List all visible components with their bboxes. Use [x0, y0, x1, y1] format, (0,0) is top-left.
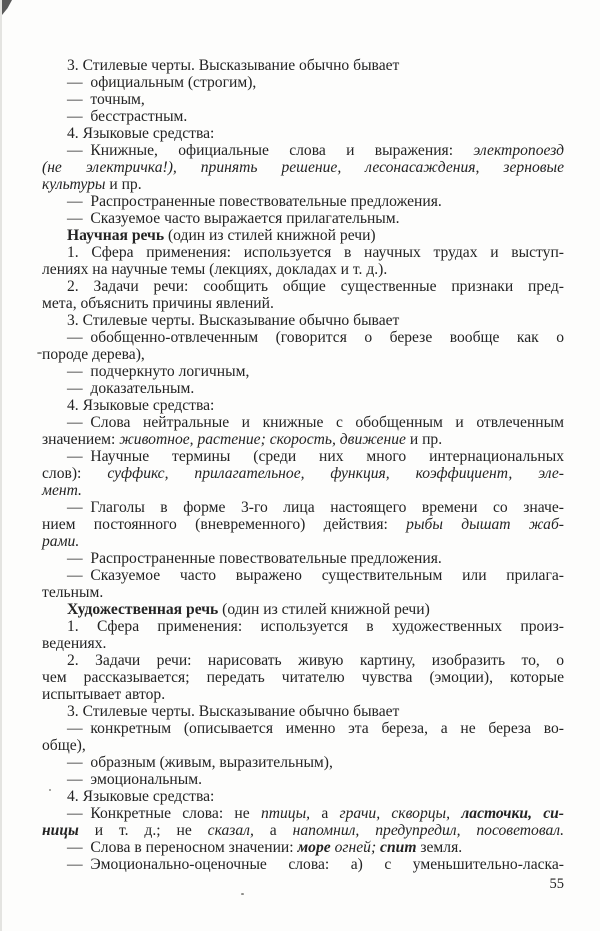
text-segment: напомнил, предупредил, посоветовал. [292, 822, 564, 839]
text-segment: — Распространенные повествовательные предложения. [67, 550, 442, 567]
text-line [42, 108, 564, 125]
text-line [42, 720, 564, 737]
text-segment: чем рассказывается; передать читателю чувства (эмоции), которые [42, 669, 564, 686]
text-line [42, 142, 564, 159]
text-line [42, 227, 564, 244]
text-segment: и т. д.; не [78, 822, 208, 839]
page-text [42, 57, 564, 873]
scan-smudge [2, 0, 12, 15]
text-line [42, 618, 564, 635]
text-segment: (один из стилей книжной речи) [218, 601, 430, 618]
text-line [42, 805, 564, 822]
text-line [42, 414, 564, 431]
page-number: 55 [549, 876, 564, 892]
text-segment: — Глаголы в форме 3-го лица настоящего времени со значе- [67, 499, 564, 516]
text-segment: нием постоянного (вневременного) действия: [42, 516, 407, 533]
text-line [42, 74, 564, 91]
text-line [42, 448, 564, 465]
text-line [42, 754, 564, 771]
text-line [42, 431, 564, 448]
text-segment: спит [380, 839, 417, 856]
text-segment: и пр. [105, 176, 142, 193]
text-segment: (не электричка!), принять решение, лесонасаждения, зерновые [42, 159, 564, 176]
text-segment: Научная речь [67, 227, 165, 244]
text-line [42, 533, 564, 550]
text-segment: тельным. [42, 584, 104, 601]
text-segment: 3. Стилевые черты. Высказывание обычно бывает [67, 312, 400, 329]
text-segment: (один из стилей книжной речи) [164, 227, 376, 244]
text-line [42, 686, 564, 703]
text-segment: 4. Языковые средства: [67, 397, 215, 414]
text-segment: испытывает автор. [42, 686, 166, 703]
text-line [42, 771, 564, 788]
text-segment: грачи, скворцы, [339, 805, 462, 822]
text-segment: а [253, 822, 293, 839]
text-segment: ведениях. [42, 635, 107, 652]
text-line [42, 176, 564, 193]
text-line [42, 363, 564, 380]
text-segment: культуры [42, 176, 106, 193]
text-segment: — Сказуемое часто выражается прилагательным. [67, 210, 400, 227]
text-line [42, 57, 564, 74]
text-segment: а [310, 805, 340, 822]
text-segment: — точным, [67, 91, 145, 108]
text-line [42, 125, 564, 142]
text-line [42, 499, 564, 516]
text-line [42, 278, 564, 295]
text-segment: ласточки, си- [461, 805, 565, 822]
text-segment: и пр. [405, 431, 443, 448]
text-segment: сказал, [207, 822, 254, 839]
text-line [42, 482, 564, 499]
text-segment: море [297, 839, 335, 856]
scan-speck [241, 893, 244, 895]
text-line [42, 210, 564, 227]
text-segment: — подчеркнуто логичным, [67, 363, 250, 380]
text-line [42, 91, 564, 108]
text-segment: — конкретным (описывается именно эта береза, а не береза во- [67, 720, 564, 737]
text-segment: 3. Стилевые черты. Высказывание обычно бывает [67, 57, 400, 74]
text-line [42, 601, 564, 618]
text-segment: — Эмоционально-оценочные слова: а) с уменьшительно-ласка- [67, 856, 564, 873]
text-segment: мент. [42, 482, 82, 499]
text-segment: 1. Сфера применения: используется в научных трудах и выступ- [67, 244, 564, 261]
text-segment: животное, растение; скорость, движение [119, 431, 406, 448]
text-line [42, 516, 564, 533]
text-line [42, 261, 564, 278]
text-line [42, 839, 564, 856]
text-segment: ницы [42, 822, 79, 839]
text-line [42, 856, 564, 873]
text-line [42, 312, 564, 329]
text-line [42, 550, 564, 567]
text-line [42, 244, 564, 261]
text-segment: лениях на научные темы (лекциях, докладах и т. д.). [42, 261, 388, 278]
text-segment: — официальным (строгим), [67, 74, 257, 91]
text-segment: обще), [42, 737, 86, 754]
text-segment: — образным (живым, выразительным), [67, 754, 333, 771]
text-line [42, 652, 564, 669]
text-segment: 4. Языковые средства: [67, 125, 215, 142]
text-line [42, 295, 564, 312]
text-segment: земля. [416, 839, 463, 856]
text-segment: — эмоциональным. [67, 771, 202, 788]
text-line [42, 737, 564, 754]
text-line [42, 788, 564, 805]
text-segment: птицы, [260, 805, 311, 822]
text-segment: рыбы дышат жаб- [406, 516, 564, 533]
text-segment: рами. [42, 533, 80, 550]
text-segment: 4. Языковые средства: [67, 788, 215, 805]
text-segment: породе дерева), [42, 346, 145, 363]
text-segment: 3. Стилевые черты. Высказывание обычно бывает [67, 703, 400, 720]
text-line [42, 329, 564, 346]
text-segment: — Научные термины (среди них много интернациональных [67, 448, 564, 465]
text-line [42, 346, 564, 363]
text-line [42, 703, 564, 720]
text-segment: электропоезд [473, 142, 564, 159]
text-segment: значением: [42, 431, 120, 448]
text-segment: — обобщенно-отвлеченным (говорится о березе вообще как о [67, 329, 564, 346]
text-line [42, 159, 564, 176]
text-segment: огней; [334, 839, 381, 856]
text-segment: — Сказуемое часто выражено существительным или прилага- [67, 567, 564, 584]
text-line [42, 380, 564, 397]
text-segment: мета, объяснить причины явлений. [42, 295, 274, 312]
text-line [42, 635, 564, 652]
text-segment: 1. Сфера применения: используется в художественных произ- [67, 618, 564, 635]
text-segment: — Распространенные повествовательные предложения. [67, 193, 442, 210]
text-segment: — доказательным. [67, 380, 195, 397]
text-segment: слов): [42, 465, 108, 482]
text-line [42, 584, 564, 601]
text-line [42, 397, 564, 414]
text-segment: — Книжные, официальные слова и выражения: [67, 142, 474, 159]
text-segment: Художественная речь [67, 601, 219, 618]
text-segment: — Конкретные слова: не [67, 805, 261, 822]
text-segment: — Слова нейтральные и книжные с обобщенным и отвлеченным [67, 414, 564, 431]
text-line [42, 822, 564, 839]
text-line [42, 465, 564, 482]
text-segment: 2. Задачи речи: нарисовать живую картину, изобразить то, о [67, 652, 564, 669]
text-segment: 2. Задачи речи: сообщить общие существенные признаки пред- [67, 278, 564, 295]
text-segment: — Слова в переносном значении: [67, 839, 298, 856]
text-segment: — бесстрастным. [67, 108, 188, 125]
text-line [42, 193, 564, 210]
text-segment: суффикс, прилагательное, функция, коэффициент, эле- [107, 465, 564, 482]
text-line [42, 669, 564, 686]
text-line [42, 567, 564, 584]
